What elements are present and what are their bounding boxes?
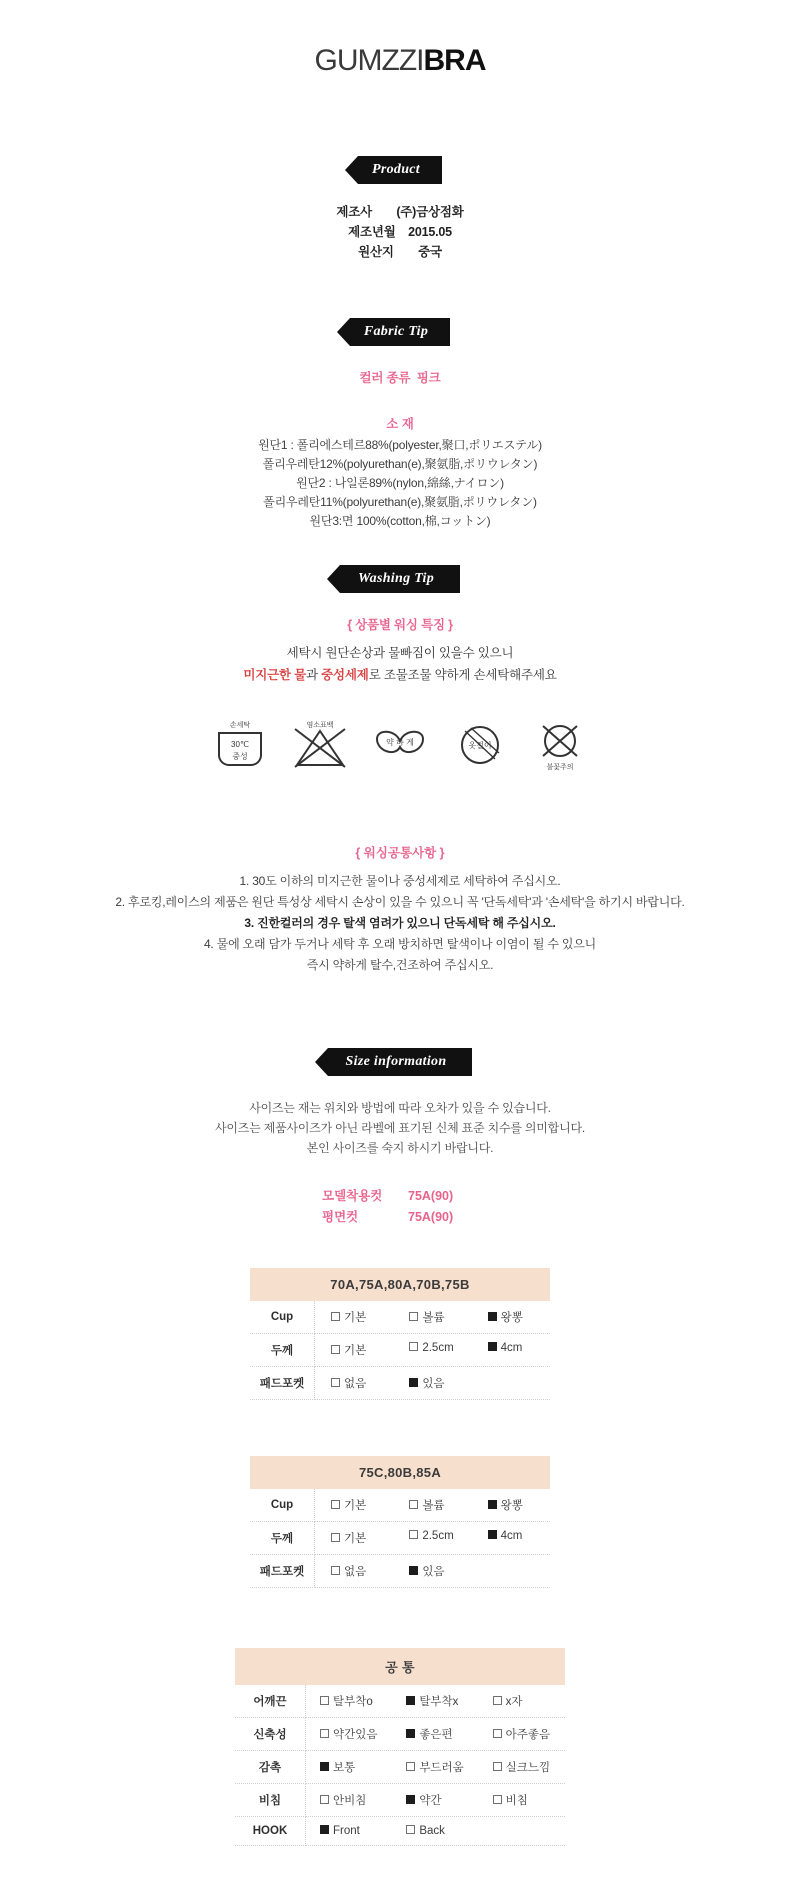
fabric-material-title: 소 재 xyxy=(386,417,414,431)
option-label: 좋은편 xyxy=(419,1729,453,1741)
no-iron-symbol xyxy=(529,717,591,777)
logo-text-secondary: BRA xyxy=(423,44,486,77)
fabric-color-value: 핑크 xyxy=(416,371,441,385)
common-table-wrap xyxy=(0,1648,800,1886)
table-row xyxy=(235,1718,565,1751)
size-measure-row xyxy=(0,1186,800,1207)
row-options xyxy=(315,1334,551,1367)
shade-dry-symbol xyxy=(449,717,511,777)
option-item[interactable] xyxy=(472,1530,550,1546)
option-item[interactable] xyxy=(479,1693,565,1709)
row-label: 두께 xyxy=(250,1522,315,1555)
washing-common-item: 4. 물에 오래 담가 두거나 세탁 후 오래 방치하면 탈색이나 이염이 될 수 있으니 xyxy=(203,937,597,951)
svg-text:중성: 중성 xyxy=(232,752,248,761)
row-label: 두께 xyxy=(250,1334,315,1367)
row-options xyxy=(306,1685,566,1718)
row-label: 비침 xyxy=(235,1784,306,1817)
option-label: Back xyxy=(419,1825,445,1837)
table-row xyxy=(250,1489,550,1522)
option-label: 없음 xyxy=(344,1378,367,1390)
svg-text:약 하 게: 약 하 게 xyxy=(386,738,414,747)
option-label: 4cm xyxy=(500,1342,523,1354)
option-label: 기본 xyxy=(344,1533,367,1545)
row-label: 패드포켓 xyxy=(250,1555,315,1588)
row-label: 패드포켓 xyxy=(250,1367,315,1400)
product-info-row xyxy=(0,202,800,222)
fabric-heading-label: Fabric Tip xyxy=(350,318,450,346)
option-item[interactable] xyxy=(315,1530,393,1546)
option-item[interactable] xyxy=(306,1792,392,1808)
washing-common-title: { 워싱공통사항 } xyxy=(355,846,445,860)
size-note-list xyxy=(0,1098,800,1158)
row-label: Cup xyxy=(250,1301,315,1334)
option-item[interactable] xyxy=(315,1309,393,1325)
size-heading-label: Size information xyxy=(328,1048,473,1076)
option-label: x자 xyxy=(505,1696,523,1708)
fabric-material-item: 폴리우레탄12%(polyurethan(e),聚氨脂,ポリウレタン) xyxy=(262,457,538,471)
option-item[interactable] xyxy=(393,1497,471,1513)
size-measure-row xyxy=(0,1207,800,1228)
svg-text:손세탁: 손세탁 xyxy=(229,722,251,729)
option-label: 기본 xyxy=(344,1312,367,1324)
option-label: 탈부착o xyxy=(333,1696,373,1708)
washing-emphasis-1: 미지근한 물 xyxy=(243,668,307,682)
option-label: 탈부착x xyxy=(419,1696,459,1708)
option-label: 비침 xyxy=(505,1795,528,1807)
option-label: 없음 xyxy=(344,1566,367,1578)
washing-common-item: 즉시 약하게 탈수,건조하여 주십시오. xyxy=(306,958,494,972)
logo-text-primary: GUMZZI xyxy=(314,44,424,77)
product-info-list xyxy=(0,202,800,262)
fabric-material-item: 폴리우레탄11%(polyurethan(e),聚氨脂,ポリウレタン) xyxy=(263,495,537,509)
product-info-row xyxy=(0,242,800,262)
row-options xyxy=(315,1522,551,1555)
fabric-color-label: 컬러 종류 xyxy=(359,371,411,385)
washing-line-1: 세탁시 원단손상과 물빠짐이 있을수 있으니 xyxy=(286,646,514,660)
option-label: 왕뽕 xyxy=(500,1312,523,1324)
option-item[interactable] xyxy=(393,1375,471,1391)
row-label: 감촉 xyxy=(235,1751,306,1784)
washing-common-list xyxy=(0,871,800,976)
laundry-symbol-row xyxy=(0,717,800,777)
fabric-color-row xyxy=(0,368,800,386)
svg-text:30℃: 30℃ xyxy=(231,740,249,749)
row-options xyxy=(315,1367,551,1400)
fabric-material-item: 원단2 : 나일론89%(nylon,綿絲,ナイロン) xyxy=(296,476,504,490)
table-row xyxy=(250,1301,550,1334)
size-table-1-caption: 70A,75A,80A,70B,75B xyxy=(250,1268,550,1301)
washing-heading-label: Washing Tip xyxy=(340,565,460,593)
washing-line2-mid: 과 xyxy=(306,668,322,682)
size-table-1 xyxy=(250,1268,550,1400)
row-options xyxy=(306,1751,566,1784)
fabric-material-list xyxy=(0,436,800,531)
product-heading xyxy=(0,156,800,184)
option-item[interactable] xyxy=(315,1563,393,1579)
option-item[interactable] xyxy=(479,1759,565,1775)
table-row xyxy=(250,1334,550,1367)
washing-common-item: 2. 후로킹,레이스의 제품은 원단 특성상 세탁시 손상이 있을 수 있으니 꼭 '단독세탁'과 '손세탁'을 하기시 바랍니다. xyxy=(115,895,685,909)
product-info-label: 제조사 xyxy=(336,205,372,219)
common-table-caption: 공 통 xyxy=(235,1648,565,1685)
washing-heading xyxy=(0,565,800,593)
fabric-material-item: 원단3:면 100%(cotton,棉,コットン) xyxy=(309,514,491,528)
washing-common-item: 3. 진한컬러의 경우 탈색 염려가 있으니 단독세탁 해 주십시오. xyxy=(244,916,556,930)
option-label: 왕뽕 xyxy=(500,1500,523,1512)
no-wring-symbol xyxy=(369,717,431,777)
row-label: 신축성 xyxy=(235,1718,306,1751)
option-item[interactable] xyxy=(306,1759,392,1775)
option-item[interactable] xyxy=(393,1342,471,1358)
option-label: 2.5cm xyxy=(422,1530,454,1542)
table-row xyxy=(235,1751,565,1784)
option-item[interactable] xyxy=(479,1726,565,1742)
option-label: 볼륨 xyxy=(422,1312,445,1324)
svg-text:불꽃주의: 불꽃주의 xyxy=(546,764,574,771)
washing-subtitle: { 상품별 워싱 특징 } xyxy=(347,618,453,632)
option-item[interactable] xyxy=(306,1693,392,1709)
row-label: 어깨끈 xyxy=(235,1685,306,1718)
option-item[interactable] xyxy=(393,1530,471,1546)
option-label: 보통 xyxy=(333,1762,356,1774)
option-item[interactable] xyxy=(472,1342,550,1358)
size-note-item: 사이즈는 재는 위치와 방법에 따라 오차가 있을 수 있습니다. xyxy=(249,1101,551,1115)
option-label: 기본 xyxy=(344,1345,367,1357)
product-info-label: 원산지 xyxy=(358,245,394,259)
option-label: 아주좋음 xyxy=(505,1729,551,1741)
product-info-value: 중국 xyxy=(418,245,442,259)
row-options xyxy=(315,1555,551,1588)
row-label: Cup xyxy=(250,1489,315,1522)
brand-logo xyxy=(0,0,800,78)
table-row xyxy=(235,1784,565,1817)
product-info-row xyxy=(0,222,800,242)
option-item[interactable] xyxy=(479,1792,565,1808)
size-table-1-wrap xyxy=(0,1268,800,1400)
product-info-label: 제조년월 xyxy=(348,225,396,239)
option-item[interactable] xyxy=(315,1375,393,1391)
table-row xyxy=(235,1817,565,1846)
size-table-2-wrap xyxy=(0,1456,800,1588)
hand-wash-symbol xyxy=(209,717,271,777)
svg-text:옷걸이: 옷걸이 xyxy=(468,741,492,750)
option-item[interactable] xyxy=(392,1759,478,1775)
option-item[interactable] xyxy=(315,1497,393,1513)
size-measure-value: 75A(90) xyxy=(408,1189,454,1203)
product-heading-label: Product xyxy=(358,156,442,184)
size-note-item: 사이즈는 제품사이즈가 아닌 라벨에 표기된 신체 표준 치수를 의미합니다. xyxy=(215,1121,585,1135)
row-options xyxy=(306,1718,566,1751)
option-item[interactable] xyxy=(472,1497,550,1513)
option-label: 기본 xyxy=(344,1500,367,1512)
size-heading xyxy=(0,1048,800,1076)
option-label: 4cm xyxy=(500,1530,523,1542)
size-table-2 xyxy=(250,1456,550,1588)
option-label: 있음 xyxy=(422,1378,445,1390)
option-label: Front xyxy=(333,1825,360,1837)
option-item[interactable] xyxy=(306,1726,392,1742)
size-measure-label: 모델착용컷 xyxy=(322,1189,383,1203)
option-item[interactable] xyxy=(306,1825,392,1837)
size-table-2-caption: 75C,80B,85A xyxy=(250,1456,550,1489)
option-label: 부드러움 xyxy=(419,1762,464,1774)
option-item[interactable] xyxy=(315,1342,393,1358)
table-row xyxy=(250,1522,550,1555)
size-note-item: 본인 사이즈를 숙지 하시기 바랍니다. xyxy=(306,1141,494,1155)
row-label: HOOK xyxy=(235,1817,306,1846)
option-label: 약간있음 xyxy=(333,1729,378,1741)
fabric-material-item: 원단1 : 폴리에스테르88%(polyester,聚口,ポリエステル) xyxy=(258,438,542,452)
washing-common-item: 1. 30도 이하의 미지근한 물이나 중성세제로 세탁하여 주십시오. xyxy=(239,874,561,888)
option-label: 안비침 xyxy=(333,1795,367,1807)
option-label: 볼륨 xyxy=(422,1500,445,1512)
row-options xyxy=(306,1784,566,1817)
option-label: 실크느낌 xyxy=(505,1762,551,1774)
option-item[interactable] xyxy=(392,1825,478,1837)
no-bleach-symbol xyxy=(289,717,351,777)
option-label: 있음 xyxy=(422,1566,445,1578)
common-table xyxy=(235,1648,565,1846)
washing-emphasis-2: 중성세제 xyxy=(321,668,369,682)
svg-text:염소표백: 염소표백 xyxy=(306,722,334,729)
washing-line2-post: 로 조물조물 약하게 손세탁해주세요 xyxy=(368,668,557,682)
size-measure-label: 평면컷 xyxy=(322,1210,359,1224)
washing-line-2 xyxy=(0,665,800,683)
size-measure-value: 75A(90) xyxy=(408,1210,454,1224)
option-item[interactable] xyxy=(392,1726,478,1742)
size-measure-list xyxy=(0,1186,800,1228)
table-row xyxy=(250,1367,550,1400)
table-row xyxy=(250,1555,550,1588)
product-info-value: 2015.05 xyxy=(408,225,452,239)
row-options xyxy=(306,1817,566,1846)
option-item[interactable] xyxy=(393,1563,471,1579)
row-options xyxy=(315,1489,551,1522)
option-item[interactable] xyxy=(472,1309,550,1325)
option-item[interactable] xyxy=(392,1693,478,1709)
fabric-heading xyxy=(0,318,800,346)
option-item[interactable] xyxy=(392,1792,478,1808)
option-item[interactable] xyxy=(393,1309,471,1325)
option-label: 약간 xyxy=(419,1795,442,1807)
option-label: 2.5cm xyxy=(422,1342,454,1354)
row-options xyxy=(315,1301,551,1334)
table-row xyxy=(235,1685,565,1718)
product-info-value: (주)금상점화 xyxy=(396,205,464,219)
